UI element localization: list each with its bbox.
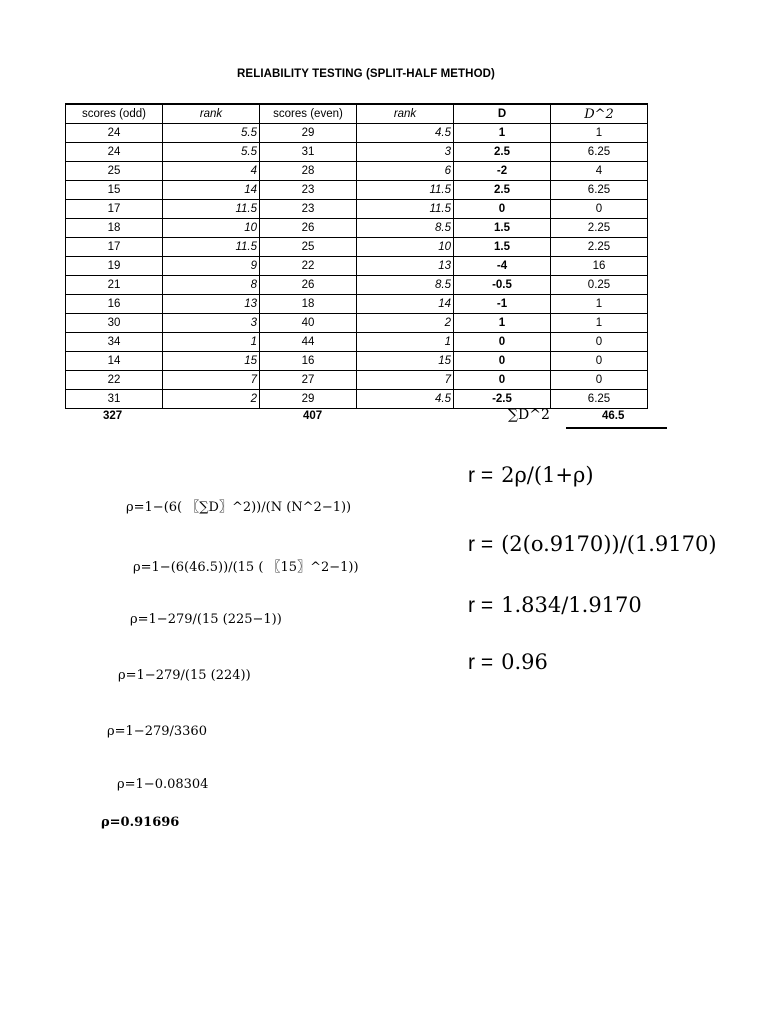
table-row bbox=[66, 143, 648, 162]
cell-rank-even: 8.5 bbox=[357, 219, 454, 238]
cell-d-squared: 1 bbox=[551, 124, 648, 143]
table-row bbox=[66, 219, 648, 238]
table-row bbox=[66, 238, 648, 257]
formula-step-6: ρ=1−0.08304 bbox=[117, 777, 209, 792]
r-line-1 bbox=[468, 463, 668, 488]
cell-score-odd: 14 bbox=[66, 352, 163, 371]
cell-rank-even: 8.5 bbox=[357, 276, 454, 295]
cell-rank-odd: 1 bbox=[163, 333, 260, 352]
cell-d-squared: 0 bbox=[551, 200, 648, 219]
header-d: D bbox=[454, 104, 551, 124]
cell-d: 1.5 bbox=[454, 219, 551, 238]
cell-score-odd: 34 bbox=[66, 333, 163, 352]
cell-rank-even: 13 bbox=[357, 257, 454, 276]
cell-rank-even: 2 bbox=[357, 314, 454, 333]
table-row bbox=[66, 276, 648, 295]
header-d-squared: D^2 bbox=[551, 104, 648, 124]
scores-table bbox=[65, 103, 648, 409]
cell-d-squared: 6.25 bbox=[551, 390, 648, 409]
table-row bbox=[66, 181, 648, 200]
cell-rank-even: 15 bbox=[357, 352, 454, 371]
cell-score-even: 23 bbox=[260, 200, 357, 219]
formula-step-2: ρ=1−(6(46.5))/(15 ( 〖15〗^2−1)) bbox=[133, 560, 359, 575]
cell-rank-even: 14 bbox=[357, 295, 454, 314]
table-row bbox=[66, 257, 648, 276]
cell-rank-odd: 10 bbox=[163, 219, 260, 238]
r-line-2 bbox=[468, 532, 717, 557]
cell-d-squared: 1 bbox=[551, 295, 648, 314]
formula-result: ρ=0.91696 bbox=[101, 815, 180, 830]
cell-rank-even: 6 bbox=[357, 162, 454, 181]
cell-score-odd: 21 bbox=[66, 276, 163, 295]
header-scores-even: scores (even) bbox=[260, 104, 357, 124]
cell-d: -2.5 bbox=[454, 390, 551, 409]
cell-rank-odd: 5.5 bbox=[163, 124, 260, 143]
formula-step-4: ρ=1−279/(15 (224)) bbox=[118, 668, 251, 683]
table-row bbox=[66, 333, 648, 352]
r-line-4 bbox=[468, 650, 668, 675]
cell-score-even: 25 bbox=[260, 238, 357, 257]
header-rank-even: rank bbox=[357, 104, 454, 124]
cell-score-even: 23 bbox=[260, 181, 357, 200]
cell-d: -1 bbox=[454, 295, 551, 314]
cell-score-odd: 17 bbox=[66, 200, 163, 219]
cell-d: 2.5 bbox=[454, 143, 551, 162]
cell-score-odd: 25 bbox=[66, 162, 163, 181]
table-row bbox=[66, 352, 648, 371]
cell-rank-even: 10 bbox=[357, 238, 454, 257]
cell-d: 1.5 bbox=[454, 238, 551, 257]
cell-rank-odd: 7 bbox=[163, 371, 260, 390]
cell-score-odd: 16 bbox=[66, 295, 163, 314]
r-line-3 bbox=[468, 593, 668, 618]
cell-score-even: 16 bbox=[260, 352, 357, 371]
cell-rank-even: 7 bbox=[357, 371, 454, 390]
total-d-squared: 46.5 bbox=[602, 410, 625, 422]
cell-d: -4 bbox=[454, 257, 551, 276]
cell-rank-even: 1 bbox=[357, 333, 454, 352]
cell-rank-even: 4.5 bbox=[357, 390, 454, 409]
cell-rank-odd: 13 bbox=[163, 295, 260, 314]
total-even: 407 bbox=[303, 410, 323, 422]
table-row bbox=[66, 390, 648, 409]
cell-d-squared: 4 bbox=[551, 162, 648, 181]
formula-step-5: ρ=1−279/3360 bbox=[107, 724, 207, 739]
cell-score-odd: 31 bbox=[66, 390, 163, 409]
cell-d: -2 bbox=[454, 162, 551, 181]
cell-score-even: 18 bbox=[260, 295, 357, 314]
cell-rank-even: 11.5 bbox=[357, 200, 454, 219]
cell-rank-odd: 15 bbox=[163, 352, 260, 371]
cell-rank-odd: 9 bbox=[163, 257, 260, 276]
table-row bbox=[66, 124, 648, 143]
cell-rank-even: 4.5 bbox=[357, 124, 454, 143]
r-value: 0.96 bbox=[501, 650, 548, 674]
cell-score-even: 26 bbox=[260, 276, 357, 295]
cell-d-squared: 2.25 bbox=[551, 238, 648, 257]
r-value: (2(o.9170))/(1.9170) bbox=[501, 532, 717, 556]
cell-score-even: 44 bbox=[260, 333, 357, 352]
cell-d-squared: 0.25 bbox=[551, 276, 648, 295]
r-value: 2ρ/(1+ρ) bbox=[501, 463, 594, 487]
cell-d: 0 bbox=[454, 371, 551, 390]
cell-rank-even: 3 bbox=[357, 143, 454, 162]
cell-d: 0 bbox=[454, 333, 551, 352]
cell-score-even: 40 bbox=[260, 314, 357, 333]
table-row bbox=[66, 295, 648, 314]
table-row bbox=[66, 371, 648, 390]
cell-d-squared: 0 bbox=[551, 352, 648, 371]
cell-score-even: 29 bbox=[260, 124, 357, 143]
table-header-row bbox=[66, 104, 648, 124]
cell-score-odd: 15 bbox=[66, 181, 163, 200]
cell-d-squared: 0 bbox=[551, 371, 648, 390]
formula-step-3: ρ=1−279/(15 (225−1)) bbox=[130, 612, 282, 627]
total-underline bbox=[566, 427, 667, 429]
cell-d-squared: 6.25 bbox=[551, 143, 648, 162]
header-scores-odd: scores (odd) bbox=[66, 104, 163, 124]
header-rank-odd: rank bbox=[163, 104, 260, 124]
cell-rank-odd: 14 bbox=[163, 181, 260, 200]
cell-d: 0 bbox=[454, 352, 551, 371]
table-row bbox=[66, 200, 648, 219]
table-row bbox=[66, 314, 648, 333]
sum-d-squared-label: ∑D^2 bbox=[508, 407, 550, 423]
r-value: 1.834/1.9170 bbox=[501, 593, 642, 617]
cell-score-odd: 18 bbox=[66, 219, 163, 238]
r-label: r = bbox=[468, 464, 494, 487]
cell-score-odd: 24 bbox=[66, 124, 163, 143]
cell-rank-odd: 5.5 bbox=[163, 143, 260, 162]
cell-score-even: 22 bbox=[260, 257, 357, 276]
formula-step-1: ρ=1−(6( 〖∑D〗^2))/(N (N^2−1)) bbox=[126, 500, 352, 515]
cell-rank-even: 11.5 bbox=[357, 181, 454, 200]
cell-score-odd: 22 bbox=[66, 371, 163, 390]
cell-rank-odd: 2 bbox=[163, 390, 260, 409]
cell-d-squared: 16 bbox=[551, 257, 648, 276]
cell-score-odd: 24 bbox=[66, 143, 163, 162]
cell-rank-odd: 11.5 bbox=[163, 200, 260, 219]
cell-score-odd: 30 bbox=[66, 314, 163, 333]
r-label: r = bbox=[468, 651, 494, 674]
page-title: RELIABILITY TESTING (SPLIT-HALF METHOD) bbox=[237, 68, 495, 80]
cell-d: 0 bbox=[454, 200, 551, 219]
cell-d: 1 bbox=[454, 124, 551, 143]
cell-d-squared: 1 bbox=[551, 314, 648, 333]
cell-score-odd: 17 bbox=[66, 238, 163, 257]
total-odd: 327 bbox=[103, 410, 123, 422]
cell-score-odd: 19 bbox=[66, 257, 163, 276]
table-row bbox=[66, 162, 648, 181]
cell-score-even: 28 bbox=[260, 162, 357, 181]
cell-score-even: 27 bbox=[260, 371, 357, 390]
cell-score-even: 31 bbox=[260, 143, 357, 162]
cell-rank-odd: 3 bbox=[163, 314, 260, 333]
cell-d: 1 bbox=[454, 314, 551, 333]
cell-rank-odd: 4 bbox=[163, 162, 260, 181]
cell-score-even: 29 bbox=[260, 390, 357, 409]
cell-d: 2.5 bbox=[454, 181, 551, 200]
cell-d: -0.5 bbox=[454, 276, 551, 295]
cell-score-even: 26 bbox=[260, 219, 357, 238]
cell-d-squared: 0 bbox=[551, 333, 648, 352]
cell-d-squared: 2.25 bbox=[551, 219, 648, 238]
r-label: r = bbox=[468, 594, 494, 617]
cell-rank-odd: 11.5 bbox=[163, 238, 260, 257]
r-label: r = bbox=[468, 533, 494, 556]
cell-rank-odd: 8 bbox=[163, 276, 260, 295]
cell-d-squared: 6.25 bbox=[551, 181, 648, 200]
